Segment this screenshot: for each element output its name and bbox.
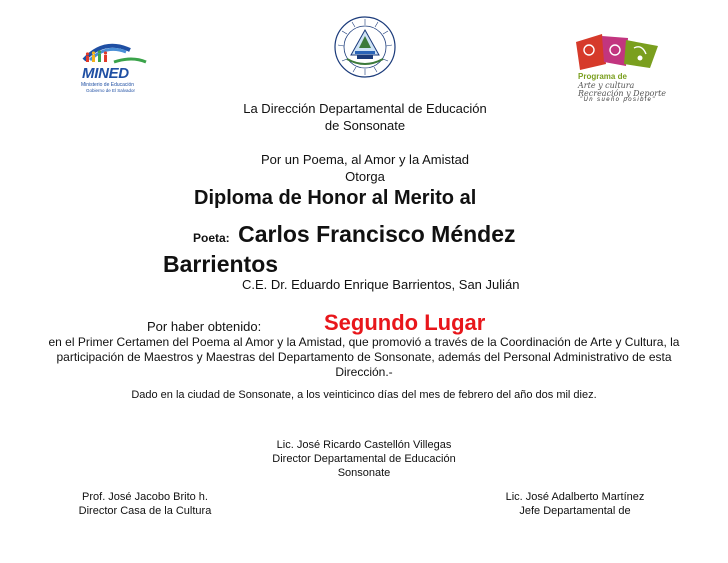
right-signer-name: Lic. José Adalberto Martínez [505, 491, 645, 503]
body-line-3: Dirección.- [335, 365, 393, 379]
masks-icon [572, 32, 662, 72]
left-signer-name: Prof. José Jacobo Brito h. [82, 491, 208, 503]
mined-arch-icon [78, 36, 150, 66]
center-signer-name: Lic. José Ricardo Castellón Villegas [276, 439, 452, 451]
center-signer-role: Director Departamental de Educación [272, 453, 456, 465]
achievement-value: Segundo Lugar [324, 310, 486, 335]
mined-subtitle: Ministerio de Educación [81, 82, 135, 88]
mined-subtitle-2: Gobierno de El Salvador [86, 88, 136, 93]
dated-line: Dado en la ciudad de Sonsonate, a los veinticinco días del mes de febrero del año dos mil diez. [131, 389, 597, 401]
recipient-name: Carlos Francisco Méndez [238, 221, 516, 247]
right-signer-role: Jefe Departamental de [519, 505, 631, 517]
achievement-label: Por haber obtenido: [147, 319, 262, 334]
national-seal [333, 15, 397, 79]
program-line-recreation: Recreación y Deporte [578, 89, 667, 98]
issuer-line-1: La Dirección Departamental de Educación [243, 101, 487, 116]
issuer-line-2: de Sonsonate [324, 118, 406, 133]
program-logo [572, 32, 676, 104]
mined-logo [78, 36, 150, 96]
occasion-line: Por un Poema, al Amor y la Amistad [260, 152, 470, 167]
program-title: Programa de [578, 72, 627, 81]
left-signer-role: Director Casa de la Cultura [78, 505, 212, 517]
diploma-title: Diploma de Honor al Merito al [194, 187, 477, 209]
school-name: C.E. Dr. Eduardo Enrique Barrientos, San Julián [242, 277, 520, 292]
center-signer-role-2: Sonsonate [337, 467, 391, 479]
body-line-2: participación de Maestros y Maestras del Departamento de Sonsonate, además del Personal Administrativo de esta [56, 350, 672, 364]
recipient-label: Poeta: [193, 231, 230, 245]
body-line-1: en el Primer Certamen del Poema al Amor y la Amistad, que promovió a través de la Coordinación de Arte y Cultura, la [48, 335, 680, 349]
program-tagline: "Un sueño posible" [580, 97, 656, 103]
recipient-name-continued: Barrientos [163, 251, 279, 277]
mined-wordmark: MINED [82, 65, 129, 82]
recipient-line [193, 221, 516, 248]
grants-line: Otorga [345, 169, 385, 184]
coat-of-arms-icon [333, 15, 397, 79]
program-line-art: Arte y cultura [578, 81, 635, 90]
